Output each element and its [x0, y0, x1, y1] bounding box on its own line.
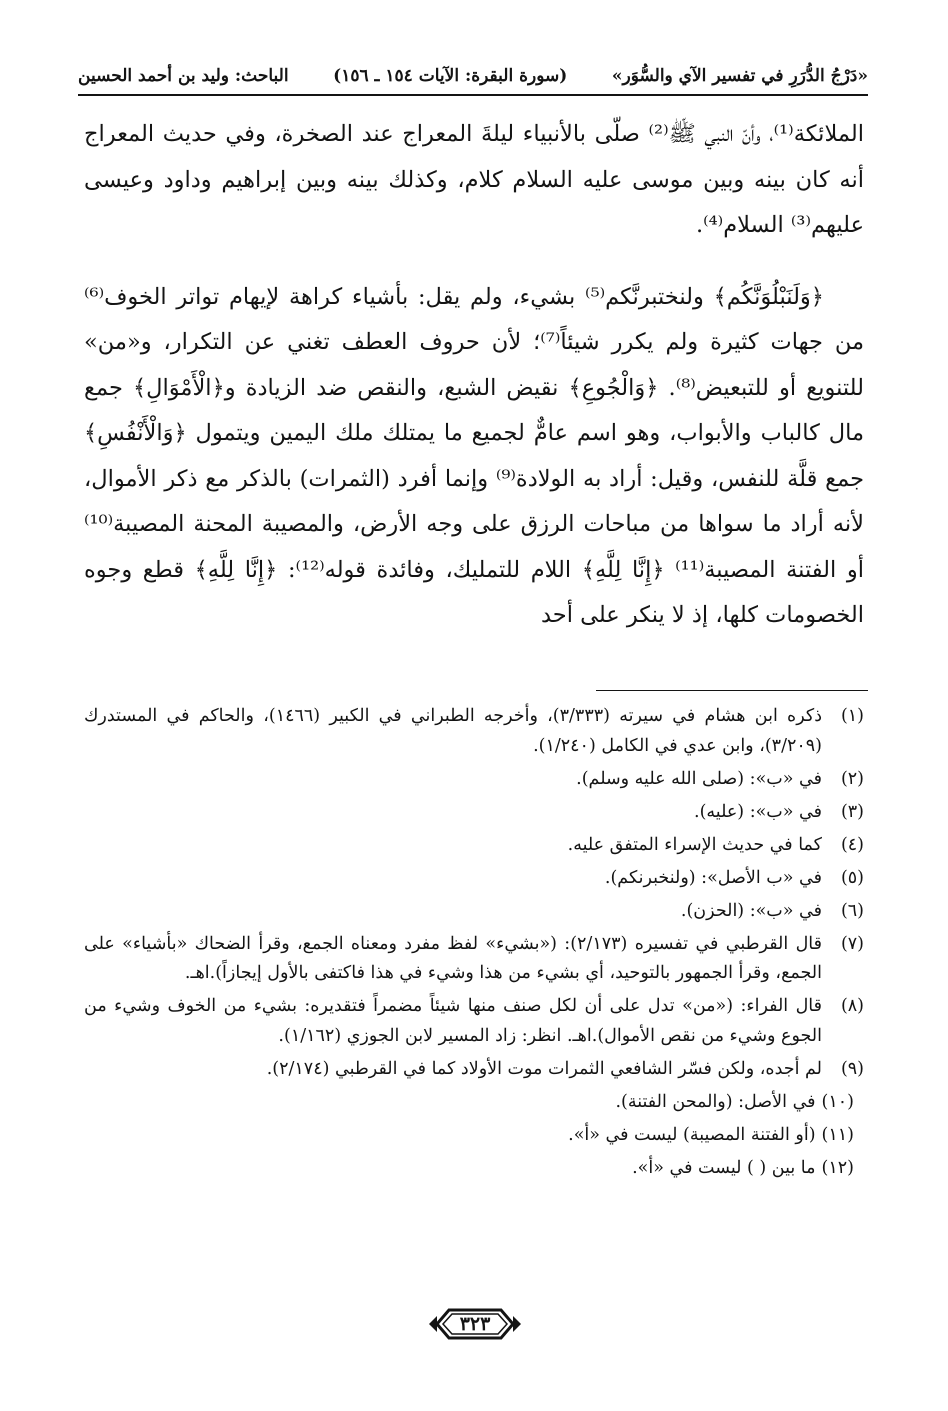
- footnotes: [84, 702, 864, 1187]
- footnote-number: (٥): [840, 867, 864, 888]
- paragraph-2: ﴿وَلَنَبْلُوَنَّكُم﴾ ولنختبرنَّكم⁽⁵⁾ بشيء، ولم يقل: بأشياء كراهة لإيهام تواتر الخوف⁽⁶⁾ من جهات كثيرة ولم يكرر شيئاً⁽⁷⁾؛ لأن حروف العطف تغني عن التكرار، و«من» للتنويع أو للتبعيض⁽⁸⁾. ﴿وَالْجُوعِ﴾ نقيض الشبع، والنقص ضد الزيادة و﴿الْأَمْوَالِ﴾ جمع مال كالباب والأبواب، وهو اسم عامٌّ لجميع ما يمتلك ملك اليمين ويتمول ﴿وَالْأَنْفُسِ﴾ جمع قلَّة للنفس، وقيل: أراد به الولادة⁽⁹⁾ وإنما أفرد (الثمرات) بالذكر مع ذكر الأموال، لأنه أراد ما سواها من مباحات الرزق على وجه الأرض، والمصيبة المحنة المصيبة⁽¹⁰⁾ أو الفتنة المصيبة⁽¹¹⁾ ﴿إِنَّا لِلَّهِ﴾ اللام للتمليك، وفائدة قوله⁽¹²⁾: ﴿إِنَّا لِلَّهِ﴾ قطع وجوه الخصومات كلها، إذ لا ينكر على أحد: [84, 283, 864, 628]
- footnote-number: (٤): [840, 834, 864, 855]
- footnote-text: في «ب»: (صلى الله عليه وسلم).: [576, 768, 822, 789]
- paragraph-1: الملائكة⁽¹⁾، وأنّ النبي ﷺ⁽²⁾ صلّى بالأنبياء ليلةَ المعراج عند الصخرة، وفي حديث المعراج أنه كان بينه وبين موسى عليه السلام كلام، وكذلك بينه وبين إبراهيم وداود وعيسى عليهم⁽³⁾ السلام⁽⁴⁾.: [84, 121, 864, 238]
- footnote-text: قال القرطبي في تفسيره (٢/١٧٣): («بشيء» لفظ مفرد ومعناه الجمع، وقرأ الضحاك «بأشياء» على الجمع، وقرأ الجمهور بالتوحيد، أي بشيء من هذا وشيء في هذا فاكتفى بالأول إيجازاً).اهـ.: [84, 933, 822, 983]
- main-text: [84, 112, 864, 639]
- footnote-number: (٣): [840, 801, 864, 822]
- footnote-5: [84, 864, 864, 894]
- page-number-ornament: [427, 1304, 523, 1344]
- footnote-9: [84, 1055, 864, 1085]
- surah-range: (سورة البقرة: الآيات ١٥٤ ـ ١٥٦): [333, 66, 568, 86]
- footnote-10: [84, 1088, 864, 1118]
- footnote-separator: [596, 690, 868, 691]
- footnote-text: ما بين ( ) ليست في «أ».: [632, 1157, 816, 1178]
- footnote-3: [84, 798, 864, 828]
- researcher-name: الباحث: وليد بن أحمد الحسين: [78, 66, 289, 86]
- footnote-text: في «ب»: (عليه).: [694, 801, 822, 822]
- footnote-text: في «ب»: (الحزن).: [680, 900, 822, 921]
- footnote-number: (١١): [821, 1124, 854, 1145]
- footnote-number: (٨): [840, 996, 864, 1016]
- footnote-7: [84, 930, 864, 989]
- footnote-number: (٩): [840, 1058, 864, 1079]
- footnote-text: في «ب الأصل»: (ولنخبرنكم).: [604, 867, 822, 888]
- footnote-text: قال الفراء: («من» تدل على أن لكل صنف منها شيئاً مضمراً فتقديره: بشيء من الخوف وشيء من الجوع وشيء من نقص الأموال).اهـ. انظر: زاد المسير لابن الجوزي (١/١٦٢).: [84, 996, 822, 1046]
- footnote-text: كما في حديث الإسراء المتفق عليه.: [567, 834, 822, 855]
- header-rule: [78, 94, 868, 96]
- footnote-text: (أو الفتنة المصيبة) ليست في «أ».: [568, 1124, 816, 1145]
- footnote-number: (٦): [840, 900, 864, 921]
- footnote-2: [84, 765, 864, 795]
- footnote-6: [84, 897, 864, 927]
- page-number: ٣٢٣: [459, 1313, 491, 1335]
- footnote-number: (٧): [840, 933, 864, 954]
- footnote-4: [84, 831, 864, 861]
- footnote-text: في الأصل: (والمحن الفتنة).: [615, 1091, 816, 1112]
- footnote-number: (١٠): [821, 1091, 854, 1112]
- footnote-number: (١): [840, 706, 864, 726]
- footnote-text: ذكره ابن هشام في سيرته (٣/٣٣٣)، وأخرجه الطبراني في الكبير (١٤٦٦)، والحاكم في المستدرك (٣/٢٠٩)، وابن عدي في الكامل (١/٢٤٠).: [84, 706, 822, 756]
- footnote-8: [84, 992, 864, 1051]
- footnote-number: (٢): [840, 768, 864, 789]
- footnote-number: (١٢): [821, 1157, 854, 1178]
- footnote-text: لم أجده، ولكن فسّر الشافعي الثمرات موت الأولاد كما في القرطبي (٢/١٧٤).: [266, 1058, 822, 1079]
- running-header: [78, 60, 868, 92]
- footnote-12: [84, 1154, 864, 1184]
- book-title: «دَرْجُ الدُّرَرِ في تفسير الآي والسُّوَر»: [611, 66, 868, 86]
- footnote-1: [84, 702, 864, 761]
- footnote-11: [84, 1121, 864, 1151]
